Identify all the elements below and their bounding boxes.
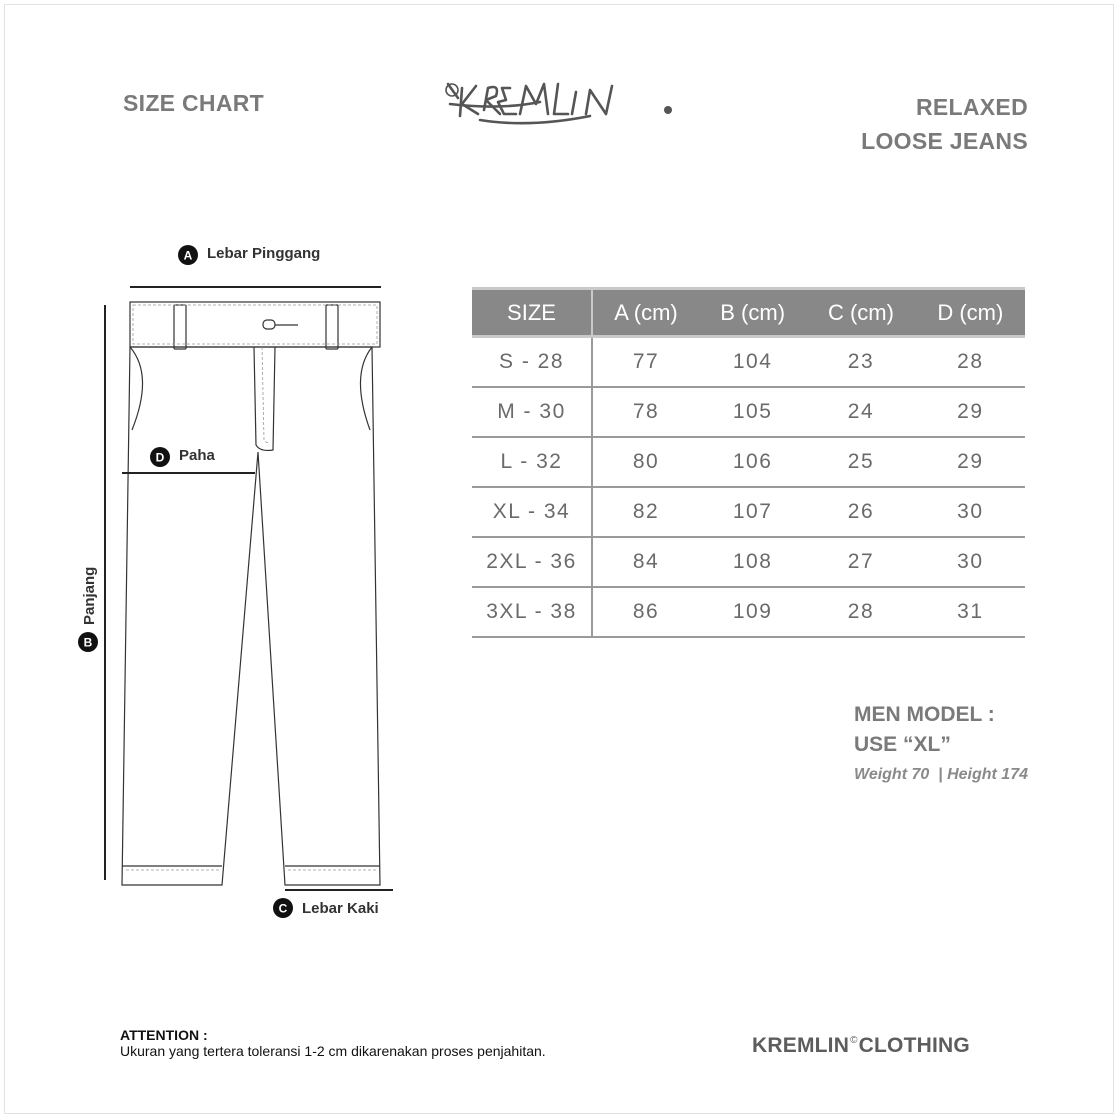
c-cell: 28 — [806, 587, 915, 637]
c-cell: 25 — [806, 437, 915, 487]
size-cell: S - 28 — [472, 337, 592, 387]
badge-d: D — [155, 450, 165, 465]
kremlin-logo — [440, 70, 680, 140]
badge-a: A — [183, 248, 193, 263]
table-row — [472, 387, 1025, 437]
table-row — [472, 537, 1025, 587]
label-waist: Lebar Pinggang — [207, 245, 321, 262]
d-cell: 30 — [916, 537, 1025, 587]
size-cell: XL - 34 — [472, 487, 592, 537]
a-cell: 86 — [592, 587, 699, 637]
c-cell: 27 — [806, 537, 915, 587]
col-header-c: C (cm) — [806, 289, 915, 337]
badge-b: B — [83, 635, 93, 650]
d-cell: 31 — [916, 587, 1025, 637]
b-cell: 108 — [699, 537, 806, 587]
c-cell: 24 — [806, 387, 915, 437]
d-cell: 30 — [916, 487, 1025, 537]
copyright-mark: © — [850, 1035, 858, 1046]
col-header-a: A (cm) — [592, 289, 699, 337]
size-cell: 2XL - 36 — [472, 537, 592, 587]
size-cell: L - 32 — [472, 437, 592, 487]
c-cell: 26 — [806, 487, 915, 537]
product-title-line1: RELAXED — [915, 94, 1028, 120]
brand-footer — [752, 1034, 970, 1058]
attention-text: Ukuran yang tertera toleransi 1-2 cm dikarenakan proses penjahitan. — [120, 1043, 546, 1059]
size-table — [472, 287, 1025, 638]
b-cell: 107 — [699, 487, 806, 537]
label-d — [150, 447, 216, 467]
brand-suffix: CLOTHING — [858, 1034, 970, 1057]
c-cell: 23 — [806, 337, 915, 387]
table-row — [472, 337, 1025, 387]
table-header-row — [472, 289, 1025, 337]
product-title — [861, 90, 1028, 158]
a-cell: 77 — [592, 337, 699, 387]
d-cell: 29 — [916, 387, 1025, 437]
size-cell: 3XL - 38 — [472, 587, 592, 637]
model-title: MEN MODEL : — [854, 703, 995, 726]
col-header-b: B (cm) — [699, 289, 806, 337]
size-cell: M - 30 — [472, 387, 592, 437]
brand-name: KREMLIN — [752, 1034, 850, 1057]
d-cell: 28 — [916, 337, 1025, 387]
attention-note — [120, 1027, 546, 1059]
a-cell: 80 — [592, 437, 699, 487]
table-row — [472, 587, 1025, 637]
label-a — [178, 245, 320, 265]
col-header-size: SIZE — [472, 289, 592, 337]
b-cell: 104 — [699, 337, 806, 387]
pants-diagram — [70, 230, 410, 930]
attention-title: ATTENTION : — [120, 1027, 208, 1043]
label-b — [78, 567, 98, 652]
a-cell: 82 — [592, 487, 699, 537]
size-chart-title: SIZE CHART — [123, 90, 264, 116]
d-cell: 29 — [916, 437, 1025, 487]
label-hem: Lebar Kaki — [302, 900, 379, 917]
label-length: Panjang — [81, 566, 98, 625]
b-cell: 106 — [699, 437, 806, 487]
col-header-d: D (cm) — [916, 289, 1025, 337]
model-measurements: Weight 70 | Height 174 — [854, 766, 1028, 783]
model-info — [854, 700, 1028, 784]
model-size: USE “XL” — [854, 733, 951, 756]
label-c — [273, 898, 379, 918]
b-cell: 109 — [699, 587, 806, 637]
badge-c: C — [278, 901, 288, 916]
table-row — [472, 437, 1025, 487]
a-cell: 78 — [592, 387, 699, 437]
a-cell: 84 — [592, 537, 699, 587]
label-thigh: Paha — [179, 447, 215, 464]
table-row — [472, 487, 1025, 537]
product-title-line2: LOOSE JEANS — [861, 128, 1028, 154]
b-cell: 105 — [699, 387, 806, 437]
